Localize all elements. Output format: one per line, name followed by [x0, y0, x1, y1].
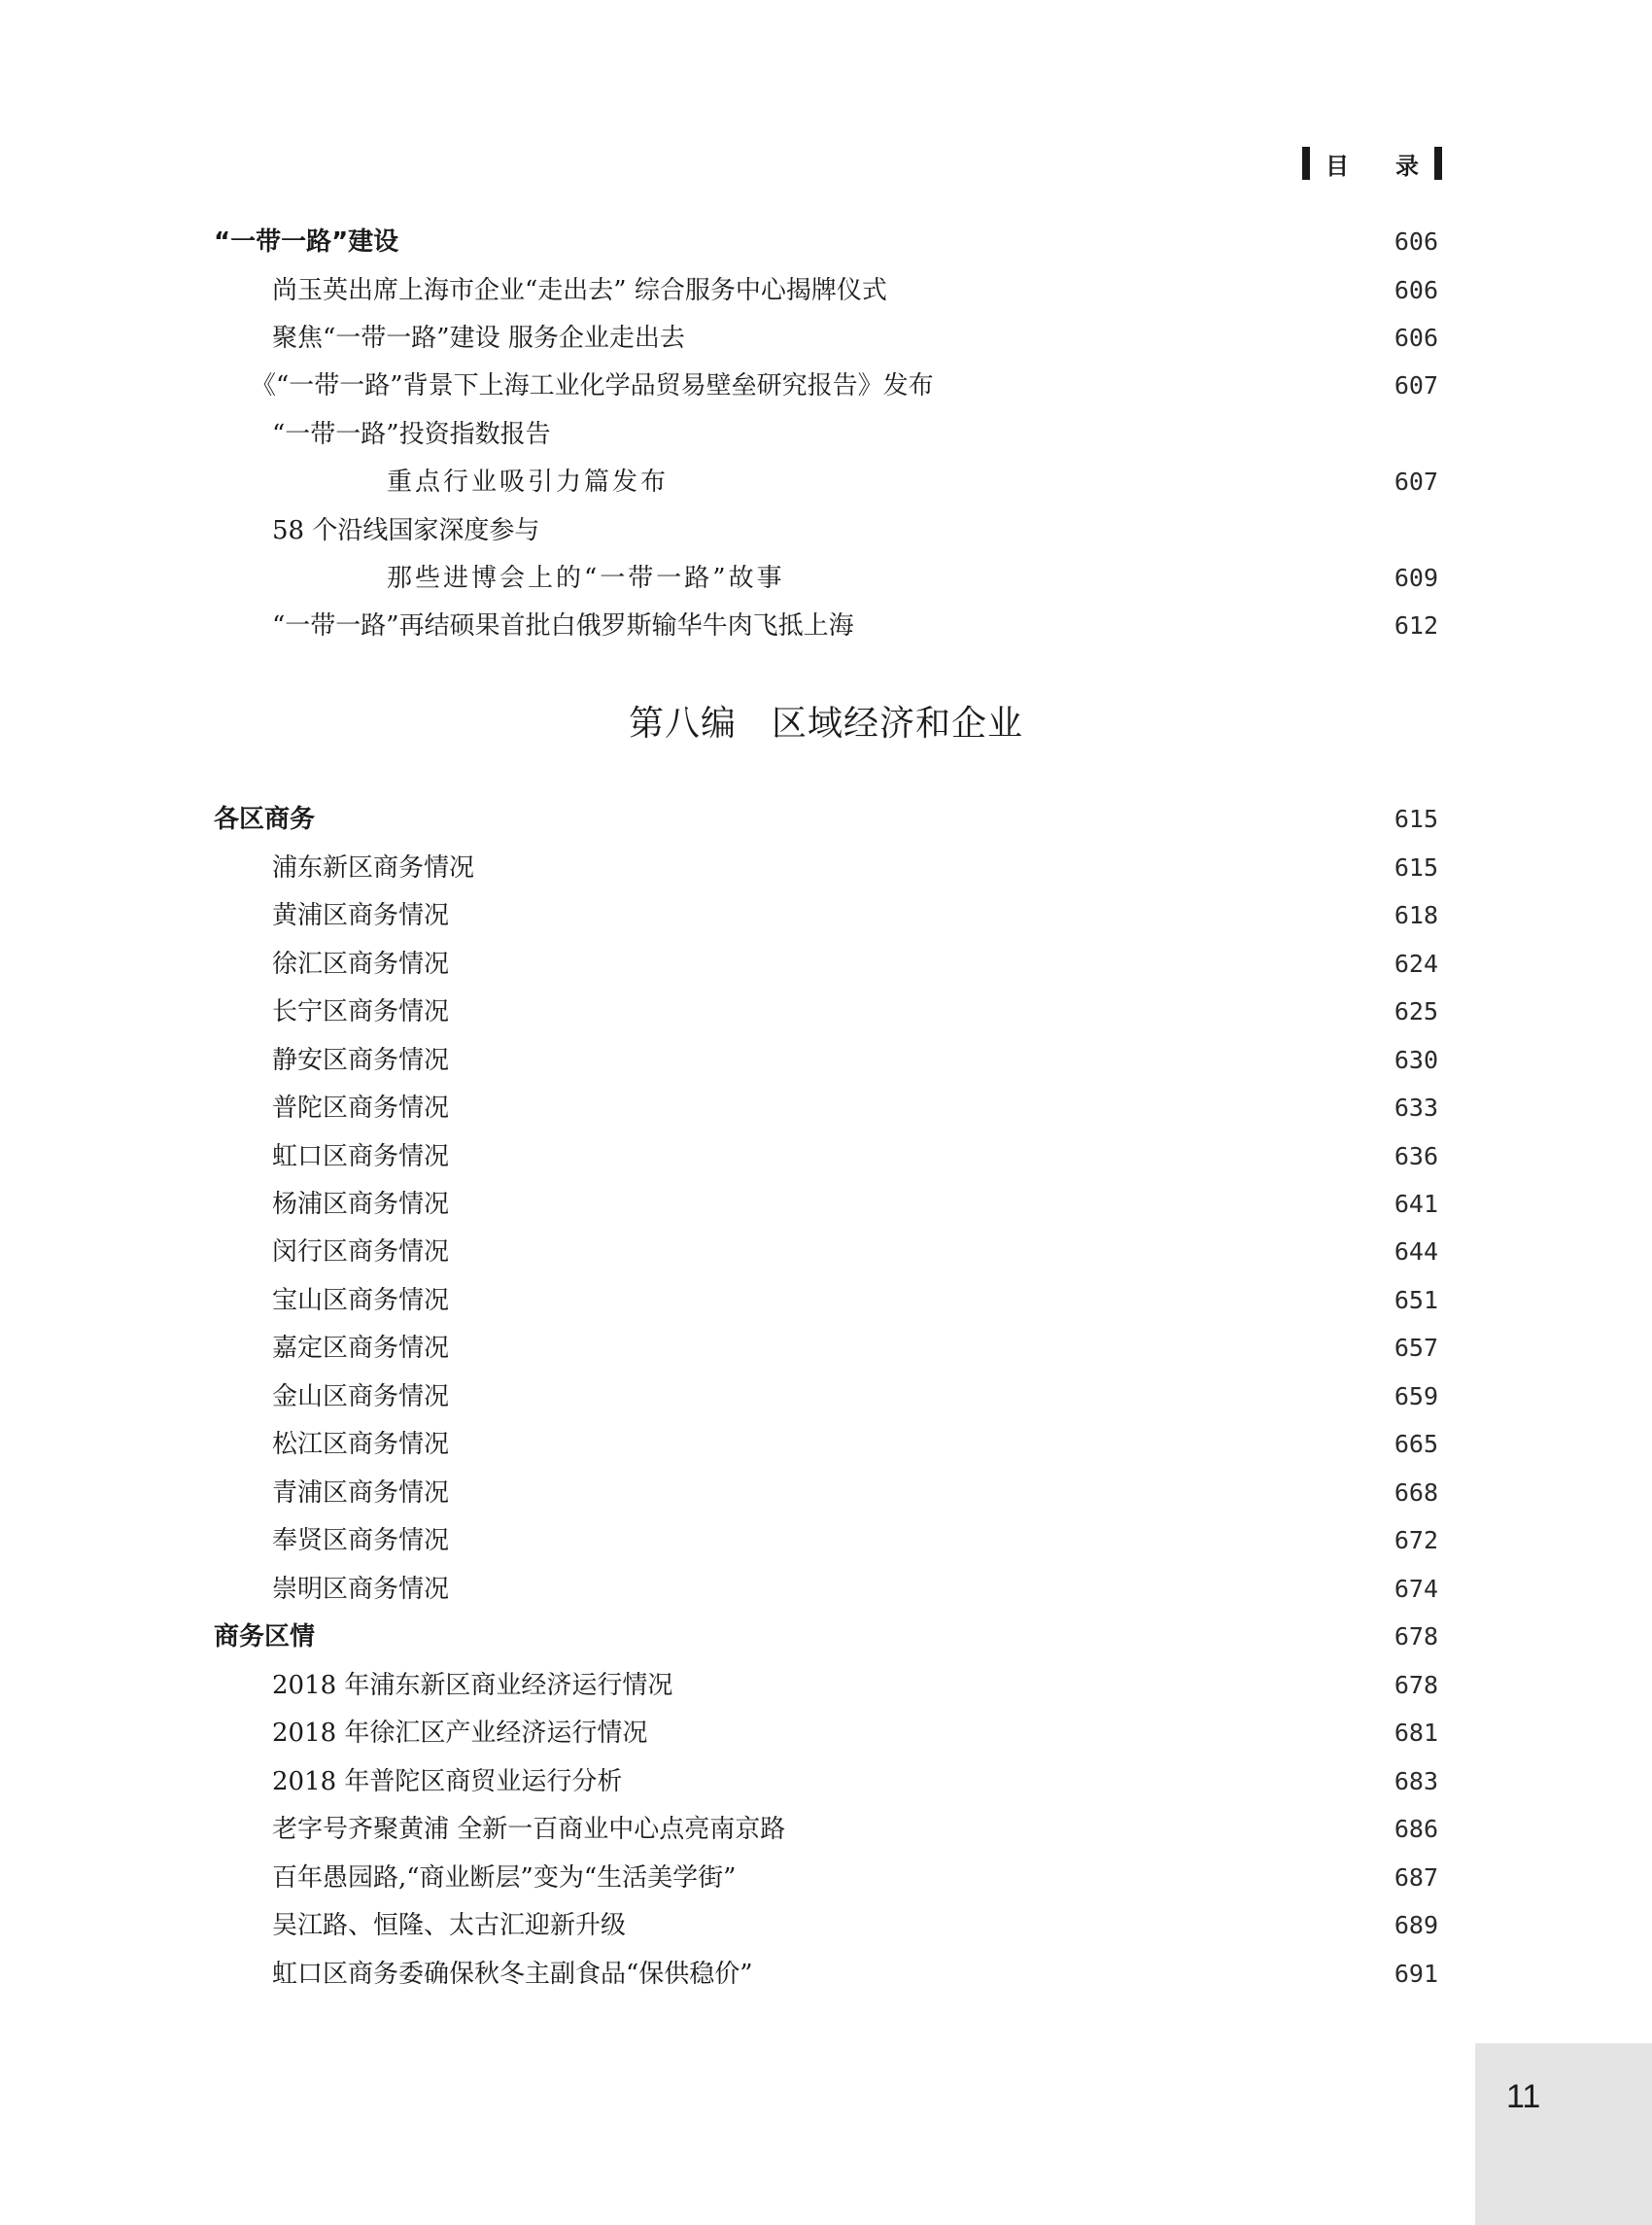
toc-entry[interactable]: [0, 896, 1652, 935]
toc-entry-title: 金山区商务情况: [272, 1382, 450, 1411]
leader-dots: [628, 1762, 1376, 1801]
toc-page-number: 618: [1394, 901, 1438, 929]
running-header: [1302, 146, 1442, 181]
toc-page-number: 672: [1394, 1526, 1438, 1554]
leader-dots: [678, 1666, 1376, 1705]
leader-dots: [455, 992, 1376, 1031]
toc-entry-subtitle: 重点行业吸引力篇发布: [387, 468, 670, 497]
leader-dots: [860, 607, 1376, 645]
leader-dots: [455, 1377, 1376, 1416]
toc-entry[interactable]: [0, 992, 1652, 1031]
toc-entry[interactable]: [0, 1377, 1652, 1416]
toc-entry[interactable]: [0, 1137, 1652, 1176]
toc-entry-subtitle: 那些进博会上的“一带一路”故事: [387, 564, 785, 593]
toc-page-number: 607: [1394, 468, 1438, 496]
toc-entry[interactable]: [0, 271, 1652, 310]
toc-entry[interactable]: [0, 1089, 1652, 1128]
toc-section[interactable]: [0, 223, 1652, 261]
toc-page-number: 636: [1394, 1142, 1438, 1170]
part-name: 区域经济和企业: [772, 704, 1024, 744]
toc-entry-title: 徐汇区商务情况: [272, 950, 450, 979]
leader-dots: [455, 1089, 1376, 1128]
toc-entry[interactable]: [0, 1714, 1652, 1753]
toc-entry-title: 吴江路、恒隆、太古汇迎新升级: [272, 1911, 627, 1940]
leader-dots: [321, 800, 1376, 839]
toc-entry[interactable]: [0, 366, 1652, 405]
toc-page-number: 665: [1394, 1430, 1438, 1458]
toc-entry-title: 老字号齐聚黄浦 全新一百商业中心点亮南京路: [272, 1815, 786, 1844]
toc-entry-title: 嘉定区商务情况: [272, 1334, 450, 1363]
toc-entry-title: “一带一路”投资指数报告: [272, 420, 551, 449]
toc-entry-title: 长宁区商务情况: [272, 997, 450, 1026]
toc-entry-title: 普陀区商务情况: [272, 1094, 450, 1123]
leader-dots: [791, 1810, 1376, 1849]
toc-entry-title: 2018 年普陀区商贸业运行分析: [272, 1767, 623, 1796]
leader-dots: [455, 1233, 1376, 1271]
toc-entry[interactable]: [0, 1955, 1652, 1994]
toc-page-number: 678: [1394, 1622, 1438, 1651]
toc-entry[interactable]: [0, 1474, 1652, 1512]
toc-entry[interactable]: [0, 1570, 1652, 1609]
toc-section-title: 商务区情: [214, 1622, 316, 1651]
toc-entry-title: 虹口区商务情况: [272, 1142, 450, 1171]
toc-entry[interactable]: [0, 607, 1652, 645]
toc-page-number: 678: [1394, 1671, 1438, 1699]
toc-entry-title: “一带一路”再结硕果首批白俄罗斯输华牛肉飞抵上海: [272, 611, 854, 641]
toc-section[interactable]: [0, 800, 1652, 839]
leader-dots: [455, 1329, 1376, 1368]
toc-entry-title: 尚玉英出席上海市企业“走出去” 综合服务中心揭牌仪式: [272, 276, 887, 305]
toc-page-number: 668: [1394, 1478, 1438, 1507]
leader-dots: [404, 223, 1376, 261]
toc-entry-title: 崇明区商务情况: [272, 1575, 450, 1604]
header-char-right: 录: [1395, 152, 1419, 180]
leader-dots: [691, 319, 1376, 358]
header-bar-right: [1434, 147, 1442, 180]
toc-page-number: 683: [1394, 1767, 1438, 1795]
toc-page-number: 691: [1394, 1960, 1438, 1988]
toc-page-number: 657: [1394, 1334, 1438, 1362]
page-number-tab: [1475, 2043, 1652, 2225]
leader-dots: [455, 1137, 1376, 1176]
toc-entry[interactable]: [0, 849, 1652, 887]
toc-section[interactable]: [0, 1617, 1652, 1656]
toc-entry[interactable]: [0, 319, 1652, 358]
toc-entry-title-line[interactable]: [0, 415, 1652, 454]
toc-page-number: 624: [1394, 950, 1438, 978]
toc-entry-title: 虹口区商务委确保秋冬主副食品“保供稳价”: [272, 1960, 753, 1989]
leader-dots: [741, 1859, 1376, 1897]
leader-dots: [455, 1521, 1376, 1560]
toc-entry[interactable]: [0, 1859, 1652, 1897]
toc-page-number: 615: [1394, 805, 1438, 833]
toc-entry-title: 松江区商务情况: [272, 1430, 450, 1459]
header-char-left: 目: [1325, 152, 1349, 180]
header-bar-left: [1302, 147, 1310, 180]
leader-dots: [759, 1955, 1376, 1994]
toc-page-number: 686: [1394, 1815, 1438, 1843]
toc-entry-title: 闵行区商务情况: [272, 1237, 450, 1267]
toc-page-number: 606: [1394, 324, 1438, 352]
leader-dots: [455, 1185, 1376, 1224]
toc-entry-title: 黄浦区商务情况: [272, 901, 450, 930]
leader-dots: [791, 559, 1376, 598]
leader-dots: [940, 366, 1376, 405]
toc-entry-title: 杨浦区商务情况: [272, 1190, 450, 1219]
toc-entry[interactable]: [0, 945, 1652, 984]
toc-entry[interactable]: [0, 1521, 1652, 1560]
leader-dots: [321, 1617, 1376, 1656]
toc-entry[interactable]: [0, 1762, 1652, 1801]
leader-dots: [653, 1714, 1376, 1753]
toc-entry-title: 宝山区商务情况: [272, 1286, 450, 1315]
toc-section-title: 各区商务: [214, 805, 316, 834]
leader-dots: [455, 1474, 1376, 1512]
toc-entry-title: 青浦区商务情况: [272, 1478, 450, 1508]
toc-page-number: 615: [1394, 853, 1438, 882]
toc-entry-title-line[interactable]: [0, 511, 1652, 550]
toc-entry-title: 《“一带一路”背景下上海工业化学品贸易壁垒研究报告》发布: [251, 371, 934, 400]
toc-page-number: 687: [1394, 1863, 1438, 1892]
toc-entry[interactable]: [0, 1329, 1652, 1368]
leader-dots: [455, 1570, 1376, 1609]
toc-entry[interactable]: [0, 1185, 1652, 1224]
toc-entry-title: 百年愚园路,“商业断层”变为“生活美学街”: [272, 1863, 737, 1893]
toc-page-number: 606: [1394, 276, 1438, 304]
toc-page-number: 606: [1394, 227, 1438, 256]
toc-entry[interactable]: [0, 1906, 1652, 1945]
leader-dots: [674, 463, 1376, 502]
toc-page-number: 609: [1394, 564, 1438, 592]
toc-page-number: 681: [1394, 1719, 1438, 1747]
leader-dots: [632, 1906, 1376, 1945]
toc-entry[interactable]: [0, 1233, 1652, 1271]
leader-dots: [455, 1041, 1376, 1080]
toc-page-number: 633: [1394, 1094, 1438, 1122]
toc-entry[interactable]: [0, 1425, 1652, 1464]
leader-dots: [893, 271, 1376, 310]
part-label: 第八编: [628, 704, 737, 744]
toc-entry[interactable]: [0, 1281, 1652, 1320]
toc-entry-title: 2018 年徐汇区产业经济运行情况: [272, 1719, 648, 1748]
leader-dots: [455, 1425, 1376, 1464]
toc-page-number: 612: [1394, 611, 1438, 640]
leader-dots: [480, 849, 1376, 887]
toc-entry[interactable]: [0, 1041, 1652, 1080]
leader-dots: [455, 1281, 1376, 1320]
toc-page-number: 674: [1394, 1575, 1438, 1603]
toc-entry[interactable]: [0, 559, 1652, 598]
toc-entry-title: 奉贤区商务情况: [272, 1526, 450, 1555]
toc-page-number: 651: [1394, 1286, 1438, 1314]
toc-page-number: 659: [1394, 1382, 1438, 1410]
leader-dots: [455, 945, 1376, 984]
part-title: [0, 696, 1652, 746]
toc-page-number: 644: [1394, 1237, 1438, 1266]
toc-entry[interactable]: [0, 1666, 1652, 1705]
leader-dots: [455, 896, 1376, 935]
toc-entry-title: 聚焦“一带一路”建设 服务企业走出去: [272, 324, 685, 353]
page-number: 11: [1506, 2078, 1541, 2115]
toc-entry[interactable]: [0, 1810, 1652, 1849]
toc-page-number: 630: [1394, 1046, 1438, 1074]
toc-entry-title: 浦东新区商务情况: [272, 853, 475, 883]
toc-entry[interactable]: [0, 463, 1652, 502]
toc-page-number: 625: [1394, 997, 1438, 1026]
toc-entry-title: 静安区商务情况: [272, 1046, 450, 1075]
toc-entry-title: 58 个沿线国家深度参与: [272, 516, 540, 545]
toc-page-number: 607: [1394, 371, 1438, 400]
toc-entry-title: 2018 年浦东新区商业经济运行情况: [272, 1671, 673, 1700]
toc-page-number: 641: [1394, 1190, 1438, 1218]
toc-page-number: 689: [1394, 1911, 1438, 1939]
toc-section-title: “一带一路”建设: [214, 227, 399, 257]
